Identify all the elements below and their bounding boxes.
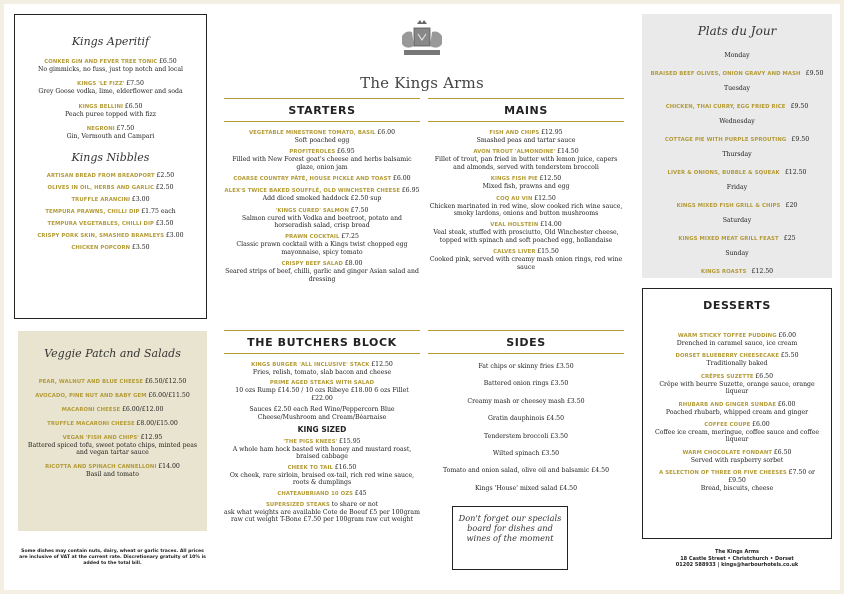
plats-day-price: £25 — [783, 235, 796, 242]
menu-item-price: £6.50 — [755, 372, 774, 380]
plats-day-dish: KINGS MIXED MEAT GRILL FEAST — [678, 236, 779, 242]
king-sized-title: KING SIZED — [297, 425, 347, 435]
menu-item — [428, 195, 624, 218]
menu-item-line — [23, 103, 198, 111]
menu-item — [23, 232, 198, 240]
nibbles-title: Kings Nibbles — [71, 150, 150, 164]
desserts-panel — [642, 288, 832, 539]
menu-item-name: WARM CHOCOLATE FONDANT — [682, 449, 773, 456]
plats-day-name: Wednesday — [719, 118, 755, 125]
menu-item — [23, 244, 198, 252]
menu-item-name: A SELECTION OF THREE OR FIVE CHEESES — [659, 470, 787, 477]
menu-item-line — [26, 406, 199, 414]
menu-item-price: £1.75 each — [141, 207, 176, 215]
menu-item-line — [651, 332, 823, 340]
menu-item — [23, 184, 198, 192]
menu-item-line — [651, 449, 823, 457]
menu-item-name: WARM STICKY TOFFEE PUDDING — [677, 333, 777, 339]
mains-section — [428, 98, 624, 275]
menu-item — [651, 373, 823, 396]
plats-day-price: £20 — [785, 202, 798, 209]
menu-item-desc: Fries, relish, tomato, slab bacon and cheese — [252, 369, 392, 376]
plats-day-line — [650, 159, 824, 178]
menu-item-line — [651, 352, 823, 360]
menu-item-line — [26, 463, 199, 471]
plats-panel — [642, 14, 832, 278]
address-contact: 01202 588933 | kings@harbourhotels.co.uk — [675, 562, 799, 568]
menu-item-desc: Traditionally baked — [706, 360, 768, 368]
menu-item — [23, 196, 198, 204]
plats-day-dish: KINGS ROASTS — [700, 269, 747, 275]
menu-item-line — [23, 184, 198, 192]
menu-item-name: 'KINGS CURED' SALMON — [275, 207, 349, 214]
menu-item-price: £14.50 — [557, 148, 579, 156]
menu-item-name: KINGS BURGER 'ALL INCLUSIVE' STACK — [251, 362, 370, 368]
menu-item-line — [224, 490, 420, 498]
menu-item-name: KINGS BELLINI — [78, 103, 124, 110]
menu-item — [224, 361, 420, 376]
plats-day-dish: CHICKEN, THAI CURRY, EGG FRIED RICE — [665, 104, 786, 110]
menu-item-price: £6.00 — [377, 129, 396, 136]
menu-item-desc: No gimmicks, no fuss, just top notch and local — [37, 66, 184, 73]
plats-day-name: Sunday — [725, 250, 749, 257]
menu-item-desc: Cooked pink, served with creamy mash onion rings, red wine sauce — [429, 256, 623, 271]
plats-day-line — [650, 93, 824, 112]
menu-item — [224, 501, 420, 524]
menu-item-line — [23, 125, 198, 133]
menu-item-desc: Bread, biscuits, cheese — [700, 485, 774, 493]
plats-day-dish: KINGS MIXED FISH GRILL & CHIPS — [676, 203, 781, 209]
menu-item — [23, 125, 198, 140]
menu-item-price: to share or not — [331, 500, 379, 508]
plats-day-price: £9.50 — [805, 70, 824, 77]
menu-item-price: £15.50 — [537, 248, 559, 256]
menu-item — [26, 406, 199, 414]
menu-item-line — [428, 148, 624, 156]
menu-item-desc: ask what weights are available Cote de Boeuf £5 per 100gram raw cut weight T-Bone £7.50 per 100gram raw cut weight — [224, 508, 420, 524]
menu-item-price: £14.00 — [540, 221, 562, 229]
sides-list — [428, 363, 624, 492]
nibbles-list — [23, 172, 198, 252]
menu-item-line — [23, 58, 198, 66]
menu-item-name: TEMPURA VEGETABLES, CHILLI DIP — [47, 220, 155, 227]
menu-item-line — [651, 373, 823, 381]
menu-item-name: CHATEAUBRIAND 10 OZS — [277, 490, 354, 497]
menu-item-line — [26, 378, 199, 386]
menu-item — [224, 187, 420, 202]
menu-item-name: PROFITEROLES — [289, 149, 336, 156]
menu-item-name: VEGAN 'FISH AND CHIPS' — [62, 435, 139, 441]
menu-item-name: FISH AND CHIPS — [489, 130, 540, 136]
sides-header — [428, 330, 624, 354]
menu-item-name: ARTISAN BREAD FROM BREADPORT — [46, 172, 155, 179]
menu-item-line — [224, 175, 420, 183]
menu-item — [23, 220, 198, 228]
menu-item-name: TRUFFLE ARANCINI — [71, 196, 131, 203]
menu-item-price: £12.50 — [371, 361, 393, 368]
menu-item — [428, 248, 624, 271]
starters-list — [224, 129, 420, 283]
side-item: Kings 'House' mixed salad £4.50 — [474, 484, 578, 492]
menu-item-line — [23, 232, 198, 240]
menu-item-line — [428, 175, 624, 183]
butchers-header — [224, 330, 420, 354]
veggie-title: Veggie Patch and Salads — [44, 347, 181, 360]
menu-item — [26, 434, 199, 457]
menu-item-name: KINGS FISH PIE — [490, 176, 538, 183]
desserts-title: DESSERTS — [703, 299, 771, 312]
plats-day-name: Tuesday — [723, 85, 751, 92]
menu-item-name: ALEX'S TWICE BAKED SOUFFLÉ, OLD WINCHSTER CHEESE — [224, 188, 401, 195]
menu-item-name: CRISPY PORK SKIN, SMASHED BRAMLEYS — [37, 232, 165, 239]
menu-item-name: PRAWN COCKTAIL — [285, 234, 340, 241]
plats-day-item — [650, 151, 824, 178]
menu-item-price: £6.95 — [336, 148, 355, 156]
menu-item-name: KINGS 'LE FIZZ' — [77, 81, 125, 88]
starters-title: STARTERS — [288, 103, 356, 117]
menu-item-name: CHEEK TO TAIL — [287, 464, 334, 471]
menu-item — [224, 380, 420, 402]
menu-item-price: £16.50 — [334, 463, 357, 471]
menu-item — [26, 378, 199, 386]
menu-item — [651, 469, 823, 492]
menu-item-name: AVOCADO, PINE NUT AND BABY GEM — [35, 393, 147, 399]
aperitif-title: Kings Aperitif — [71, 35, 150, 48]
menu-item — [224, 260, 420, 283]
menu-item-name: VEGETABLE MINESTRONE TOMATO, BASIL — [248, 130, 376, 136]
menu-item — [26, 420, 199, 428]
plats-day-item — [650, 250, 824, 277]
menu-item-price: £7.25 — [341, 233, 359, 241]
menu-item-price: £8.00/£15.00 — [136, 420, 178, 427]
menu-item — [428, 129, 624, 144]
plats-day-line — [650, 258, 824, 277]
menu-item-line — [428, 248, 624, 256]
menu-item-name: COQ AU VIN — [496, 195, 533, 202]
menu-item-desc: 10 ozs Rump £14.50 / 10 ozs Ribeye £18.00 6 ozs Fillet £22.00 — [235, 387, 409, 402]
menu-item-desc: Sauces £2.50 each Red Wine/Peppercorn Blue Cheese/Mushroom and Cream/Béarnaise — [249, 406, 395, 421]
menu-item-desc: Peach puree topped with fizz — [65, 110, 156, 118]
menu-item-name: TEMPURA PRAWNS, CHILLI DIP — [45, 208, 140, 215]
plats-day-item — [650, 52, 824, 79]
plats-day-item — [650, 217, 824, 244]
menu-item-name: CHICKEN POPCORN — [71, 244, 131, 251]
menu-item-name: RICOTTA AND SPINACH CANNELLONI — [45, 463, 157, 470]
menu-item-price: £7.50 — [350, 206, 369, 214]
menu-item — [224, 438, 420, 461]
plats-title: Plats du Jour — [697, 24, 777, 38]
plats-day-price: £9.50 — [791, 136, 810, 143]
menu-item-price: £3.00 — [131, 195, 150, 203]
plats-list — [650, 52, 824, 277]
menu-item-price: £6.00 — [777, 400, 796, 408]
menu-item-name: CRÊPES SUZETTE — [700, 373, 754, 380]
menu-item-line — [23, 244, 198, 252]
plats-day-price: £12.50 — [784, 169, 807, 176]
menu-item — [428, 221, 624, 244]
menu-item-line — [26, 420, 199, 428]
menu-item — [224, 207, 420, 230]
menu-item-line — [428, 195, 624, 203]
plats-day-dish: COTTAGE PIE WITH PURPLE SPROUTING — [664, 137, 787, 143]
specials-notice: Don't forget our specials board for dishes and wines of the moment — [452, 506, 568, 570]
menu-item-desc: Chicken marinated in red wine, slow cooked rich wine sauce, smoky lardons, onions and button mushrooms — [429, 202, 623, 218]
menu-item-name: CALVES LIVER — [493, 249, 536, 256]
menu-item-price: £7.50 — [126, 80, 144, 88]
menu-page — [4, 4, 840, 590]
menu-item-price: £6.50 — [158, 58, 177, 65]
menu-item-price: £45 — [354, 489, 367, 497]
menu-item-line — [224, 129, 420, 137]
menu-item-name: MACARONI CHEESE — [61, 407, 121, 413]
menu-item — [23, 208, 198, 216]
side-item: Fat chips or skinny fries £3.50 — [478, 363, 574, 370]
menu-item-name: PRIME AGED STEAKS WITH SALAD — [269, 380, 375, 387]
menu-item — [224, 464, 420, 487]
menu-item-price: £6.00/£12.00 — [121, 406, 164, 413]
menu-item-line — [651, 401, 823, 409]
menu-item-name: 'THE PIGS KNEES' — [283, 439, 338, 446]
menu-item-desc: Salmon cured with Vodka and beetroot, potato and horseradish salad, crisp bread — [241, 214, 403, 230]
menu-item — [224, 490, 420, 498]
menu-item-desc: Grey Goose vodka, lime, elderflower and soda — [38, 88, 183, 96]
menu-item — [428, 148, 624, 171]
menu-item-name: AVON TROUT 'ALMONDINE' — [473, 149, 556, 156]
menu-item-name: VEAL HOLSTEIN — [490, 222, 539, 229]
menu-item-desc: Battered spiced tofu, sweet potato chips, minted peas and vegan tartar sauce — [27, 442, 198, 457]
menu-item-price: £6.00 — [752, 421, 770, 429]
plats-day-line — [650, 192, 824, 211]
menu-item — [23, 172, 198, 180]
menu-item-line — [26, 392, 199, 400]
menu-item-name: CONKER GIN AND FEVER TREE TONIC — [44, 59, 158, 65]
veggie-panel — [18, 331, 207, 531]
plats-day-name: Thursday — [722, 151, 752, 158]
menu-item-line — [224, 501, 420, 509]
plats-day-price: £12.50 — [751, 268, 774, 275]
menu-item — [23, 58, 198, 73]
menu-item-price: £3.50 — [131, 243, 150, 251]
menu-item-price: £6.50 — [124, 102, 143, 110]
plats-day-item — [650, 184, 824, 211]
address-block — [642, 549, 832, 569]
plats-day-line — [650, 60, 824, 79]
menu-item-price: £7.50 — [116, 125, 135, 133]
menu-item-price: £12.50 — [534, 194, 556, 202]
menu-item-price: £7.50 or £9.50 — [728, 469, 815, 485]
menu-item-price: £15.95 — [338, 438, 361, 446]
side-item: Battered onion rings £3.50 — [483, 380, 569, 388]
menu-item-line — [23, 220, 198, 228]
menu-item-line — [651, 469, 823, 485]
plats-day-name: Saturday — [722, 217, 752, 224]
menu-item-line — [224, 187, 420, 195]
menu-item-line — [23, 196, 198, 204]
menu-item-price: £6.00/£11.50 — [148, 392, 190, 399]
side-item: Creamy mash or cheesey mash £3.50 — [467, 397, 585, 405]
menu-item-name: NEGRONI — [86, 126, 115, 133]
menu-item-price: £3.00 — [165, 231, 184, 239]
menu-item-line — [224, 380, 420, 387]
menu-item — [224, 406, 420, 421]
menu-item-name: SUPERSIZED STEAKS — [265, 501, 330, 508]
menu-item-desc: Poached rhubarb, whipped cream and ginger — [665, 408, 809, 416]
menu-item-price: £12.95 — [140, 434, 163, 441]
plats-day-line — [650, 225, 824, 244]
menu-item-price: £6.95 — [401, 187, 420, 195]
menu-item — [224, 148, 420, 171]
address-street: 18 Castle Street • Christchurch • Dorset — [680, 555, 794, 562]
menu-item — [651, 449, 823, 464]
menu-item-desc: Fillet of trout, pan fried in butter with lemon juice, capers and almonds, served with tenderstem broccoli — [434, 156, 618, 171]
menu-item-name: OLIVES IN OIL, HERBS AND GARLIC — [47, 184, 155, 191]
menu-item-name: DORSET BLUEBERRY CHEESECAKE — [675, 353, 780, 360]
menu-item-line — [224, 233, 420, 241]
menu-item-price: £3.50 — [155, 219, 174, 227]
menu-item — [224, 129, 420, 144]
aperitif-nibbles-panel — [14, 14, 207, 319]
menu-item — [651, 352, 823, 367]
mains-title: MAINS — [504, 103, 548, 117]
menu-item-desc: Crêpe with beurre Suzette, orange sauce, orange liqueur — [659, 380, 815, 396]
king-sized-list — [224, 438, 420, 523]
address-name: The Kings Arms — [714, 549, 760, 555]
menu-item-price: £12.50 — [539, 175, 562, 183]
side-item: Wilted spinach £3.50 — [492, 450, 560, 458]
menu-item-desc: Veal steak, stuffed with prosciutto, Old Winchester cheese, topped with spinach and soft poached egg, hollandaise — [433, 229, 619, 244]
menu-item-line — [23, 80, 198, 88]
menu-item — [651, 421, 823, 444]
menu-item — [23, 80, 198, 95]
menu-item-price: £6.00 — [392, 175, 411, 183]
menu-item — [26, 392, 199, 400]
menu-item-desc: Mixed fish, prawns and egg — [482, 183, 570, 191]
butchers-title: THE BUTCHERS BLOCK — [247, 335, 397, 349]
menu-item-line — [651, 421, 823, 429]
menu-item-name: CRISPY BEEF SALAD — [281, 261, 344, 268]
menu-item-desc: Coffee ice cream, meringue, coffee sauce and coffee liqueur — [654, 429, 820, 444]
menu-item-desc: Filled with New Forest goat's cheese and herbs balsamic glaze, onion jam — [232, 156, 412, 171]
plats-day-item — [650, 85, 824, 112]
butchers-section — [224, 330, 420, 526]
plats-day-item — [650, 118, 824, 145]
plats-day-price: £9.50 — [790, 103, 809, 110]
plats-day-name: Monday — [724, 52, 750, 59]
menu-item-price: £8.00 — [344, 260, 363, 268]
menu-item-desc: Ox cheek, rare sirloin, braised ox-tail, rich red wine sauce, roots & dumplings — [229, 471, 415, 487]
menu-item — [651, 332, 823, 347]
menu-item-price: £6.50/£12.50 — [144, 378, 187, 385]
menu-item-desc: Seared strips of beef, chilli, garlic and ginger Asian salad and dressing — [225, 268, 419, 283]
aperitif-list — [23, 58, 198, 141]
plats-day-name: Friday — [726, 184, 748, 191]
menu-item-line — [224, 464, 420, 472]
menu-item-desc: Classic prawn cocktail with a Kings twist chopped egg mayonnaise, spicy tomato — [236, 241, 408, 256]
menu-item-line — [224, 207, 420, 215]
menu-item-desc: Basil and tomato — [86, 470, 139, 478]
menu-item-name: RHUBARB AND GINGER SUNDAE — [678, 401, 777, 408]
menu-item-line — [224, 361, 420, 369]
menu-item-line — [23, 172, 198, 180]
menu-item-price: £2.50 — [156, 171, 175, 179]
menu-item-desc: Drenched in caramel sauce, ice cream — [676, 340, 798, 347]
menu-item — [651, 401, 823, 416]
menu-item-desc: Smashed peas and tartar sauce — [476, 137, 576, 144]
veggie-list — [26, 378, 199, 478]
mains-header — [428, 98, 624, 122]
menu-item-desc: Soft poached egg — [294, 137, 350, 144]
brand-name: The Kings Arms — [360, 74, 484, 92]
footnote: Some dishes may contain nuts, dairy, wheat or garlic traces. All prices are inclusive of VAT at the current rate. Discretionary gratuity of 10% is added to the total bill. — [19, 549, 206, 566]
side-item: Tenderstem broccoli £3.50 — [484, 432, 568, 440]
menu-item-price: £14.00 — [158, 462, 180, 470]
menu-item — [26, 463, 199, 478]
menu-item-price: £6.50 — [773, 448, 792, 456]
menu-item — [224, 175, 420, 183]
plats-day-dish: LIVER & ONIONS, BUBBLE & SQUEAK — [667, 170, 780, 176]
menu-item-line — [224, 148, 420, 156]
desserts-list — [651, 332, 823, 493]
menu-item-price: £2.50 — [155, 183, 174, 191]
starters-header — [224, 98, 420, 122]
menu-item-line — [224, 260, 420, 268]
sides-title: SIDES — [506, 335, 546, 349]
sides-section — [428, 330, 624, 502]
menu-item — [428, 175, 624, 190]
starters-section — [224, 98, 420, 287]
menu-item-line — [23, 208, 198, 216]
menu-item — [224, 233, 420, 256]
butchers-list — [224, 361, 420, 421]
menu-item-line — [428, 221, 624, 229]
menu-item-line — [428, 129, 624, 137]
menu-item-price: £12.95 — [540, 129, 563, 136]
plats-day-line — [650, 126, 824, 145]
plats-day-dish: BRAISED BEEF OLIVES, ONION GRAVY AND MASH — [650, 71, 801, 77]
crest-logo-icon — [392, 16, 452, 66]
menu-item-desc: A whole ham hock basted with honey and mustard roast, braised cabbage — [232, 446, 412, 461]
menu-item-line — [224, 438, 420, 446]
menu-item-price: £6.00 — [778, 332, 797, 339]
menu-item-desc: Gin, Vermouth and Campari — [66, 133, 155, 141]
side-item: Gratin dauphinois £4.50 — [487, 415, 565, 423]
menu-item-desc: Served with raspberry sorbet — [690, 456, 784, 464]
menu-item-line — [26, 434, 199, 442]
menu-item-name: COFFEE COUPE — [704, 422, 751, 429]
menu-item-name: COARSE COUNTRY PÂTÉ, HOUSE PICKLE AND TOAST — [233, 176, 392, 183]
menu-item-name: PEAR, WALNUT AND BLUE CHEESE — [38, 379, 144, 385]
menu-item-name: TRUFFLE MACARONI CHEESE — [47, 421, 135, 427]
menu-item — [23, 103, 198, 118]
menu-item-price: £5.50 — [780, 352, 799, 360]
menu-item-desc: Add diced smoked haddock £2.50 sup — [262, 195, 382, 203]
mains-list — [428, 129, 624, 271]
side-item: Tomato and onion salad, olive oil and balsamic £4.50 — [442, 467, 610, 475]
